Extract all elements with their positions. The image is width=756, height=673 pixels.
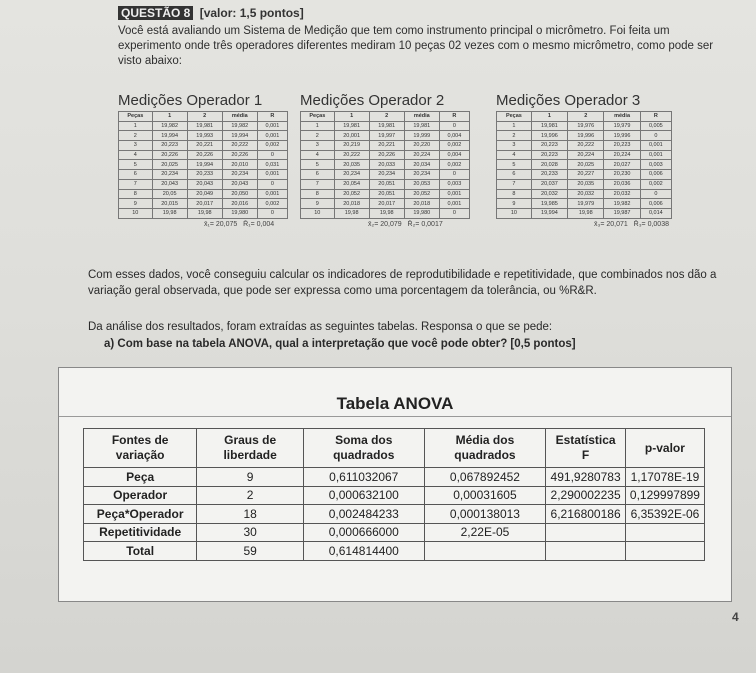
table-cell: 20,223 xyxy=(531,150,567,160)
table-cell: 19,993 xyxy=(187,131,222,141)
operator-3-table xyxy=(496,111,672,219)
table-cell: 20,053 xyxy=(404,179,439,189)
operator-1-rbar: R̄₁= 0,004 xyxy=(243,220,275,228)
table-cell xyxy=(625,523,704,542)
table-cell: 0,002 xyxy=(439,141,469,151)
table-cell: 59 xyxy=(197,542,304,561)
table-row xyxy=(497,160,672,170)
table-cell: 8 xyxy=(119,189,153,199)
table-cell: 5 xyxy=(497,160,532,170)
operator-2-rows xyxy=(301,121,470,218)
table-cell xyxy=(625,542,704,561)
table-cell: 19,98 xyxy=(152,208,187,218)
table-cell: 3 xyxy=(301,141,335,151)
anova-divider xyxy=(59,416,731,417)
table-cell: 1 xyxy=(497,121,532,131)
table-row xyxy=(301,131,470,141)
operator-3-rbar: R̄₃= 0,0038 xyxy=(633,220,669,228)
table-cell: 0,014 xyxy=(640,208,671,218)
table-cell: 19,981 xyxy=(531,121,567,131)
table-cell: 19,996 xyxy=(568,131,604,141)
table-cell: 2 xyxy=(197,486,304,505)
table-cell: 19,980 xyxy=(404,208,439,218)
header-cell: Fontes de variação xyxy=(84,429,197,468)
table-cell: 0,002 xyxy=(439,160,469,170)
table-cell: 20,032 xyxy=(604,189,640,199)
table-cell: 2 xyxy=(119,131,153,141)
table-cell: 20,234 xyxy=(334,170,369,180)
operator-1-table xyxy=(118,111,288,219)
table-cell: 4 xyxy=(497,150,532,160)
table-cell: 20,050 xyxy=(222,189,257,199)
table-row xyxy=(497,199,672,209)
question-header xyxy=(118,6,304,20)
table-cell: 20,032 xyxy=(531,189,567,199)
table-cell: 19,981 xyxy=(404,121,439,131)
table-cell: Total xyxy=(84,542,197,561)
table-cell: 20,224 xyxy=(604,150,640,160)
table-cell: 20,226 xyxy=(369,150,404,160)
table-cell: 20,043 xyxy=(222,179,257,189)
table-cell: 8 xyxy=(301,189,335,199)
table-cell: 5 xyxy=(119,160,153,170)
table-cell: 0,001 xyxy=(640,150,671,160)
table-cell: 19,996 xyxy=(531,131,567,141)
table-cell: 19,979 xyxy=(568,199,604,209)
table-cell: 20,224 xyxy=(404,150,439,160)
table-cell: 20,032 xyxy=(568,189,604,199)
table-cell: 20,222 xyxy=(222,141,257,151)
table-cell: 0,001 xyxy=(439,199,469,209)
table-cell: 19,985 xyxy=(531,199,567,209)
table-cell: 20,221 xyxy=(187,141,222,151)
operator-2-block xyxy=(300,92,470,228)
table-cell: 9 xyxy=(497,199,532,209)
anova-rows xyxy=(84,468,705,561)
question-value: [valor: 1,5 pontos] xyxy=(199,6,304,20)
header-cell: 1 xyxy=(334,112,369,122)
table-cell: 0,001 xyxy=(257,189,287,199)
table-row xyxy=(301,150,470,160)
table-row xyxy=(84,468,705,487)
table-cell: 20,001 xyxy=(334,131,369,141)
operator-1-rows xyxy=(119,121,288,218)
table-cell: 0,000666000 xyxy=(303,523,424,542)
table-cell: 20,043 xyxy=(152,179,187,189)
table-cell: 0,001 xyxy=(257,121,287,131)
table-cell xyxy=(424,542,546,561)
table-cell: 0,001 xyxy=(257,170,287,180)
operator-3-block xyxy=(496,92,672,228)
operator-2-title: Medições Operador 2 xyxy=(300,92,445,109)
table-cell: 10 xyxy=(119,208,153,218)
table-cell: Operador xyxy=(84,486,197,505)
header-cell: R xyxy=(640,112,671,122)
table-cell: 19,976 xyxy=(568,121,604,131)
table-cell: 20,016 xyxy=(222,199,257,209)
table-cell: 20,051 xyxy=(369,179,404,189)
table-header-row xyxy=(84,429,705,468)
table-row xyxy=(497,208,672,218)
table-cell: 7 xyxy=(301,179,335,189)
table-cell: 19,994 xyxy=(152,131,187,141)
table-row xyxy=(301,179,470,189)
table-cell: 20,043 xyxy=(187,179,222,189)
table-row xyxy=(497,141,672,151)
table-cell: 20,018 xyxy=(334,199,369,209)
table-cell: 19,987 xyxy=(604,208,640,218)
table-cell: 19,982 xyxy=(222,121,257,131)
table-cell: 2,22E-05 xyxy=(424,523,546,542)
table-row xyxy=(497,179,672,189)
table-row xyxy=(301,199,470,209)
table-cell: 19,98 xyxy=(334,208,369,218)
table-cell: 0 xyxy=(257,150,287,160)
table-row xyxy=(119,208,288,218)
table-cell: 0 xyxy=(640,131,671,141)
table-row xyxy=(84,523,705,542)
table-cell: 19,981 xyxy=(369,121,404,131)
table-cell: 19,994 xyxy=(531,208,567,218)
table-cell: 20,233 xyxy=(187,170,222,180)
table-row xyxy=(84,505,705,524)
header-cell: Soma dos quadrados xyxy=(303,429,424,468)
table-cell: 0,001 xyxy=(257,131,287,141)
table-row xyxy=(497,131,672,141)
table-cell: 20,234 xyxy=(404,170,439,180)
table-cell xyxy=(546,542,626,561)
table-cell: 20,222 xyxy=(568,141,604,151)
operator-1-summary xyxy=(118,221,288,228)
table-cell: 20,234 xyxy=(222,170,257,180)
table-cell: 20,036 xyxy=(604,179,640,189)
operator-3-title: Medições Operador 3 xyxy=(496,92,641,109)
table-row xyxy=(119,131,288,141)
table-cell: 2 xyxy=(497,131,532,141)
table-cell: 20,223 xyxy=(152,141,187,151)
table-row xyxy=(301,141,470,151)
table-cell: 20,234 xyxy=(152,170,187,180)
operator-2-table xyxy=(300,111,470,219)
table-cell: 0,002484233 xyxy=(303,505,424,524)
table-row xyxy=(119,150,288,160)
table-cell: 30 xyxy=(197,523,304,542)
item-a-question: a) Com base na tabela ANOVA, qual a interpretação que você pode obter? [0,5 pontos] xyxy=(104,338,576,350)
table-cell: 19,982 xyxy=(152,121,187,131)
table-cell: 1 xyxy=(119,121,153,131)
table-cell xyxy=(546,523,626,542)
table-cell: 0 xyxy=(439,208,469,218)
table-cell: Peça xyxy=(84,468,197,487)
header-cell: 2 xyxy=(369,112,404,122)
table-cell: 9 xyxy=(119,199,153,209)
anova-title: Tabela ANOVA xyxy=(336,394,454,413)
table-cell: 0,006 xyxy=(640,170,671,180)
table-cell: 20,049 xyxy=(187,189,222,199)
table-row xyxy=(119,199,288,209)
table-row xyxy=(119,189,288,199)
table-cell: 0,003 xyxy=(439,179,469,189)
table-row xyxy=(497,150,672,160)
table-row xyxy=(301,189,470,199)
table-cell: 19,98 xyxy=(187,208,222,218)
table-header-row xyxy=(119,112,288,122)
table-cell: Repetitividade xyxy=(84,523,197,542)
table-cell: 20,227 xyxy=(568,170,604,180)
table-row xyxy=(119,160,288,170)
table-cell: 20,230 xyxy=(604,170,640,180)
table-cell: 20,220 xyxy=(404,141,439,151)
table-cell: 0,004 xyxy=(439,131,469,141)
question-intro: Você está avaliando um Sistema de Medição que tem como instrumento principal o micrômetro. Foi feita um experimento onde três operadores diferentes mediram 10 peças 02 vezes com o mesmo micrômetro, como pode ser visto abaixo: xyxy=(118,25,714,67)
table-cell: 0 xyxy=(257,208,287,218)
paragraph-instructions: Da análise dos resultados, foram extraídas as seguintes tabelas. Responsa o que se pede: xyxy=(88,321,553,333)
table-cell: 19,994 xyxy=(187,160,222,170)
header-cell: Peças xyxy=(301,112,335,122)
table-cell: 0,001 xyxy=(640,141,671,151)
table-cell: 20,219 xyxy=(334,141,369,151)
table-row xyxy=(497,170,672,180)
table-cell: 3 xyxy=(119,141,153,151)
table-cell: 20,054 xyxy=(334,179,369,189)
table-cell: 19,999 xyxy=(404,131,439,141)
table-cell: 20,028 xyxy=(531,160,567,170)
table-cell: 20,224 xyxy=(568,150,604,160)
table-cell: 6,216800186 xyxy=(546,505,626,524)
anova-panel xyxy=(58,367,732,602)
table-cell: 20,017 xyxy=(369,199,404,209)
operator-3-summary xyxy=(496,221,672,228)
table-cell: 19,996 xyxy=(604,131,640,141)
header-cell: Média dos quadrados xyxy=(424,429,546,468)
table-cell: 20,035 xyxy=(334,160,369,170)
table-row xyxy=(301,170,470,180)
table-cell: 9 xyxy=(301,199,335,209)
table-row xyxy=(301,160,470,170)
table-cell: 2 xyxy=(301,131,335,141)
table-row xyxy=(119,141,288,151)
table-row xyxy=(119,179,288,189)
table-cell: 0,002 xyxy=(257,141,287,151)
table-cell: 491,9280783 xyxy=(546,468,626,487)
operator-3-rows xyxy=(497,121,672,218)
table-cell: 20,037 xyxy=(531,179,567,189)
table-row xyxy=(119,170,288,180)
table-cell: 0 xyxy=(439,170,469,180)
header-cell: R xyxy=(257,112,287,122)
table-cell: 10 xyxy=(301,208,335,218)
header-cell: Peças xyxy=(497,112,532,122)
header-cell: 2 xyxy=(187,112,222,122)
table-cell: 8 xyxy=(497,189,532,199)
table-row xyxy=(84,486,705,505)
header-cell: p-valor xyxy=(625,429,704,468)
table-cell: 0 xyxy=(439,121,469,131)
table-row xyxy=(301,208,470,218)
table-cell: 20,033 xyxy=(369,160,404,170)
table-cell: 6,35392E-06 xyxy=(625,505,704,524)
table-cell: 0,005 xyxy=(640,121,671,131)
table-cell: 0,00031605 xyxy=(424,486,546,505)
table-cell: 20,035 xyxy=(568,179,604,189)
table-cell: 0,001 xyxy=(439,189,469,199)
table-cell: 2,290002235 xyxy=(546,486,626,505)
table-cell: 1 xyxy=(301,121,335,131)
anova-table xyxy=(83,428,705,561)
table-cell: 19,997 xyxy=(369,131,404,141)
header-cell: 2 xyxy=(568,112,604,122)
table-cell: 0,129997899 xyxy=(625,486,704,505)
table-cell: 0 xyxy=(257,179,287,189)
table-cell: 19,981 xyxy=(334,121,369,131)
table-cell: 6 xyxy=(119,170,153,180)
table-cell: 0,031 xyxy=(257,160,287,170)
table-cell: 4 xyxy=(119,150,153,160)
table-cell: 19,980 xyxy=(222,208,257,218)
header-cell: Graus de liberdade xyxy=(197,429,304,468)
header-cell: Estatística F xyxy=(546,429,626,468)
table-cell: 20,051 xyxy=(369,189,404,199)
table-row xyxy=(301,121,470,131)
table-cell: 7 xyxy=(497,179,532,189)
table-cell: 0,002 xyxy=(640,179,671,189)
table-cell: 20,010 xyxy=(222,160,257,170)
table-cell: 7 xyxy=(119,179,153,189)
table-cell: 19,979 xyxy=(604,121,640,131)
table-cell: 20,233 xyxy=(531,170,567,180)
table-cell: 0 xyxy=(640,189,671,199)
table-cell: 20,018 xyxy=(404,199,439,209)
table-cell: 0,067892452 xyxy=(424,468,546,487)
header-cell: 1 xyxy=(531,112,567,122)
table-cell: 20,234 xyxy=(369,170,404,180)
table-header-row xyxy=(301,112,470,122)
page-number: 4 xyxy=(732,610,739,624)
table-cell: 20,05 xyxy=(152,189,187,199)
table-cell: 19,98 xyxy=(369,208,404,218)
operator-2-summary xyxy=(300,221,470,228)
table-cell: 20,222 xyxy=(334,150,369,160)
table-cell: 20,221 xyxy=(369,141,404,151)
table-cell: 1,17078E-19 xyxy=(625,468,704,487)
table-cell: 19,982 xyxy=(604,199,640,209)
operator-1-block xyxy=(118,92,288,228)
table-row xyxy=(497,189,672,199)
table-cell: 20,226 xyxy=(187,150,222,160)
operator-1-title: Medições Operador 1 xyxy=(118,92,263,109)
table-cell: 20,052 xyxy=(334,189,369,199)
table-cell: 0,002 xyxy=(257,199,287,209)
table-cell: 0,000138013 xyxy=(424,505,546,524)
operator-3-xbar: x̄₃= 20,071 xyxy=(594,220,628,228)
table-cell: 20,025 xyxy=(152,160,187,170)
table-cell: 20,226 xyxy=(152,150,187,160)
header-cell: média xyxy=(222,112,257,122)
table-cell: 0,003 xyxy=(640,160,671,170)
table-header-row xyxy=(497,112,672,122)
table-row xyxy=(119,121,288,131)
table-cell: 0,006 xyxy=(640,199,671,209)
header-cell: R xyxy=(439,112,469,122)
table-cell: 20,052 xyxy=(404,189,439,199)
table-cell: 20,223 xyxy=(531,141,567,151)
table-cell: 19,98 xyxy=(568,208,604,218)
table-cell: 3 xyxy=(497,141,532,151)
header-cell: média xyxy=(404,112,439,122)
operator-2-xbar: x̄₂= 20,079 xyxy=(368,220,402,228)
table-cell: 0,004 xyxy=(439,150,469,160)
operator-1-xbar: x̄₁= 20,075 xyxy=(204,220,238,228)
table-cell: 20,223 xyxy=(604,141,640,151)
question-tag: QUESTÃO 8 xyxy=(118,6,193,20)
table-cell: 20,034 xyxy=(404,160,439,170)
table-cell: 0,000632100 xyxy=(303,486,424,505)
table-cell: 20,226 xyxy=(222,150,257,160)
table-row xyxy=(84,542,705,561)
table-cell: 20,025 xyxy=(568,160,604,170)
header-cell: média xyxy=(604,112,640,122)
table-cell: 9 xyxy=(197,468,304,487)
header-cell: Peças xyxy=(119,112,153,122)
table-cell: 5 xyxy=(301,160,335,170)
paragraph-rr: Com esses dados, você conseguiu calcular os indicadores de reprodutibilidade e repetitividade, que combinados nos dão a variação geral observada, que pode ser expressa como uma porcentagem da tolerância, ou %R&R. xyxy=(88,269,717,297)
table-cell: 6 xyxy=(497,170,532,180)
table-row xyxy=(497,121,672,131)
operator-2-rbar: R̄₂= 0,0017 xyxy=(407,220,443,228)
table-cell: 20,017 xyxy=(187,199,222,209)
table-cell: 0,614814400 xyxy=(303,542,424,561)
table-cell: 6 xyxy=(301,170,335,180)
table-cell: 20,015 xyxy=(152,199,187,209)
table-cell: 0,611032067 xyxy=(303,468,424,487)
table-cell: 18 xyxy=(197,505,304,524)
table-cell: 10 xyxy=(497,208,532,218)
table-cell: Peça*Operador xyxy=(84,505,197,524)
header-cell: 1 xyxy=(152,112,187,122)
table-cell: 4 xyxy=(301,150,335,160)
table-cell: 20,027 xyxy=(604,160,640,170)
table-cell: 19,994 xyxy=(222,131,257,141)
table-cell: 19,981 xyxy=(187,121,222,131)
